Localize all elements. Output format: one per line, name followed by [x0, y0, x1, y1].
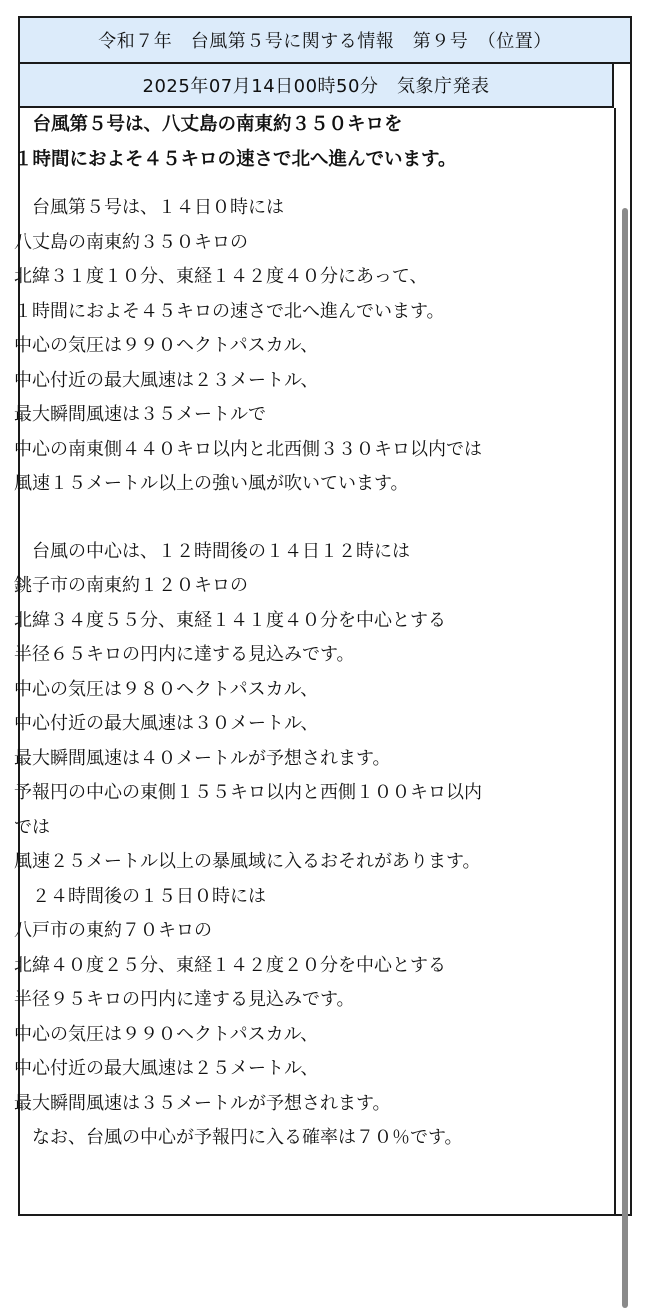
text-line: 中心の気圧は９８０ヘクトパスカル、	[14, 678, 319, 700]
summary-lead	[14, 108, 584, 177]
text-line: 最大瞬間風速は３５メートルで	[14, 404, 266, 425]
text-line: 台風第５号は、１４日０時には	[14, 197, 284, 218]
text-line: 八丈島の南東約３５０キロの	[14, 231, 248, 253]
scrollbar[interactable]	[614, 108, 630, 1214]
text-line: 予報円の中心の東側１５５キロ以内と西側１００キロ以内	[14, 782, 482, 803]
text-line: 北緯３４度５５分、東経１４１度４０分を中心とする	[14, 609, 446, 631]
text-line: 北緯４０度２５分、東経１４２度２０分を中心とする	[14, 954, 446, 976]
bulletin-title: 令和７年 台風第５号に関する情報 第９号 （位置）	[20, 18, 630, 64]
text-line: 半径９５キロの円内に達する見込みです。	[14, 989, 355, 1010]
text-line: 中心付近の最大風速は３０メートル、	[14, 713, 319, 734]
forecast-paragraph	[14, 535, 584, 1156]
text-line: 風速１５メートル以上の強い風が吹いています。	[14, 473, 409, 494]
text-line: 中心付近の最大風速は２３メートル、	[14, 369, 319, 391]
current-position-paragraph	[14, 191, 584, 502]
text-line: 中心付近の最大風速は２５メートル、	[14, 1058, 319, 1079]
scrollbar-thumb[interactable]	[622, 208, 628, 1308]
text-line: 中心の気圧は９９０ヘクトパスカル、	[14, 1023, 319, 1045]
text-line: 最大瞬間風速は４０メートルが予想されます。	[14, 747, 391, 769]
text-line: では	[14, 816, 50, 838]
text-line: 北緯３１度１０分、東経１４２度４０分にあって、	[14, 266, 428, 287]
paragraph-gap	[14, 502, 584, 535]
text-line: 中心の南東側４４０キロ以内と北西側３３０キロ以内では	[14, 438, 482, 460]
lead-line: １時間におよそ４５キロの速さで北へ進んでいます。	[14, 148, 457, 170]
text-line: なお、台風の中心が予報円に入る確率は７０％です。	[14, 1127, 463, 1148]
text-line: １時間におよそ４５キロの速さで北へ進んでいます。	[14, 300, 445, 322]
text-line: 風速２５メートル以上の暴風域に入るおそれがあります。	[14, 851, 481, 872]
text-line: 八戸市の東約７０キロの	[14, 920, 212, 941]
text-line: ２４時間後の１５日０時には	[14, 885, 266, 907]
text-line: 銚子市の南東約１２０キロの	[14, 575, 248, 596]
text-line: 台風の中心は、１２時間後の１４日１２時には	[14, 540, 410, 562]
text-line: 半径６５キロの円内に達する見込みです。	[14, 644, 355, 665]
issued-timestamp: 2025年07月14日00時50分 気象庁発表	[20, 64, 614, 108]
lead-line: 台風第５号は、八丈島の南東約３５０キロを	[14, 114, 403, 135]
text-line: 最大瞬間風速は３５メートルが予想されます。	[14, 1092, 391, 1114]
bulletin-body	[14, 108, 584, 1156]
text-line: 中心の気圧は９９０ヘクトパスカル、	[14, 335, 319, 356]
